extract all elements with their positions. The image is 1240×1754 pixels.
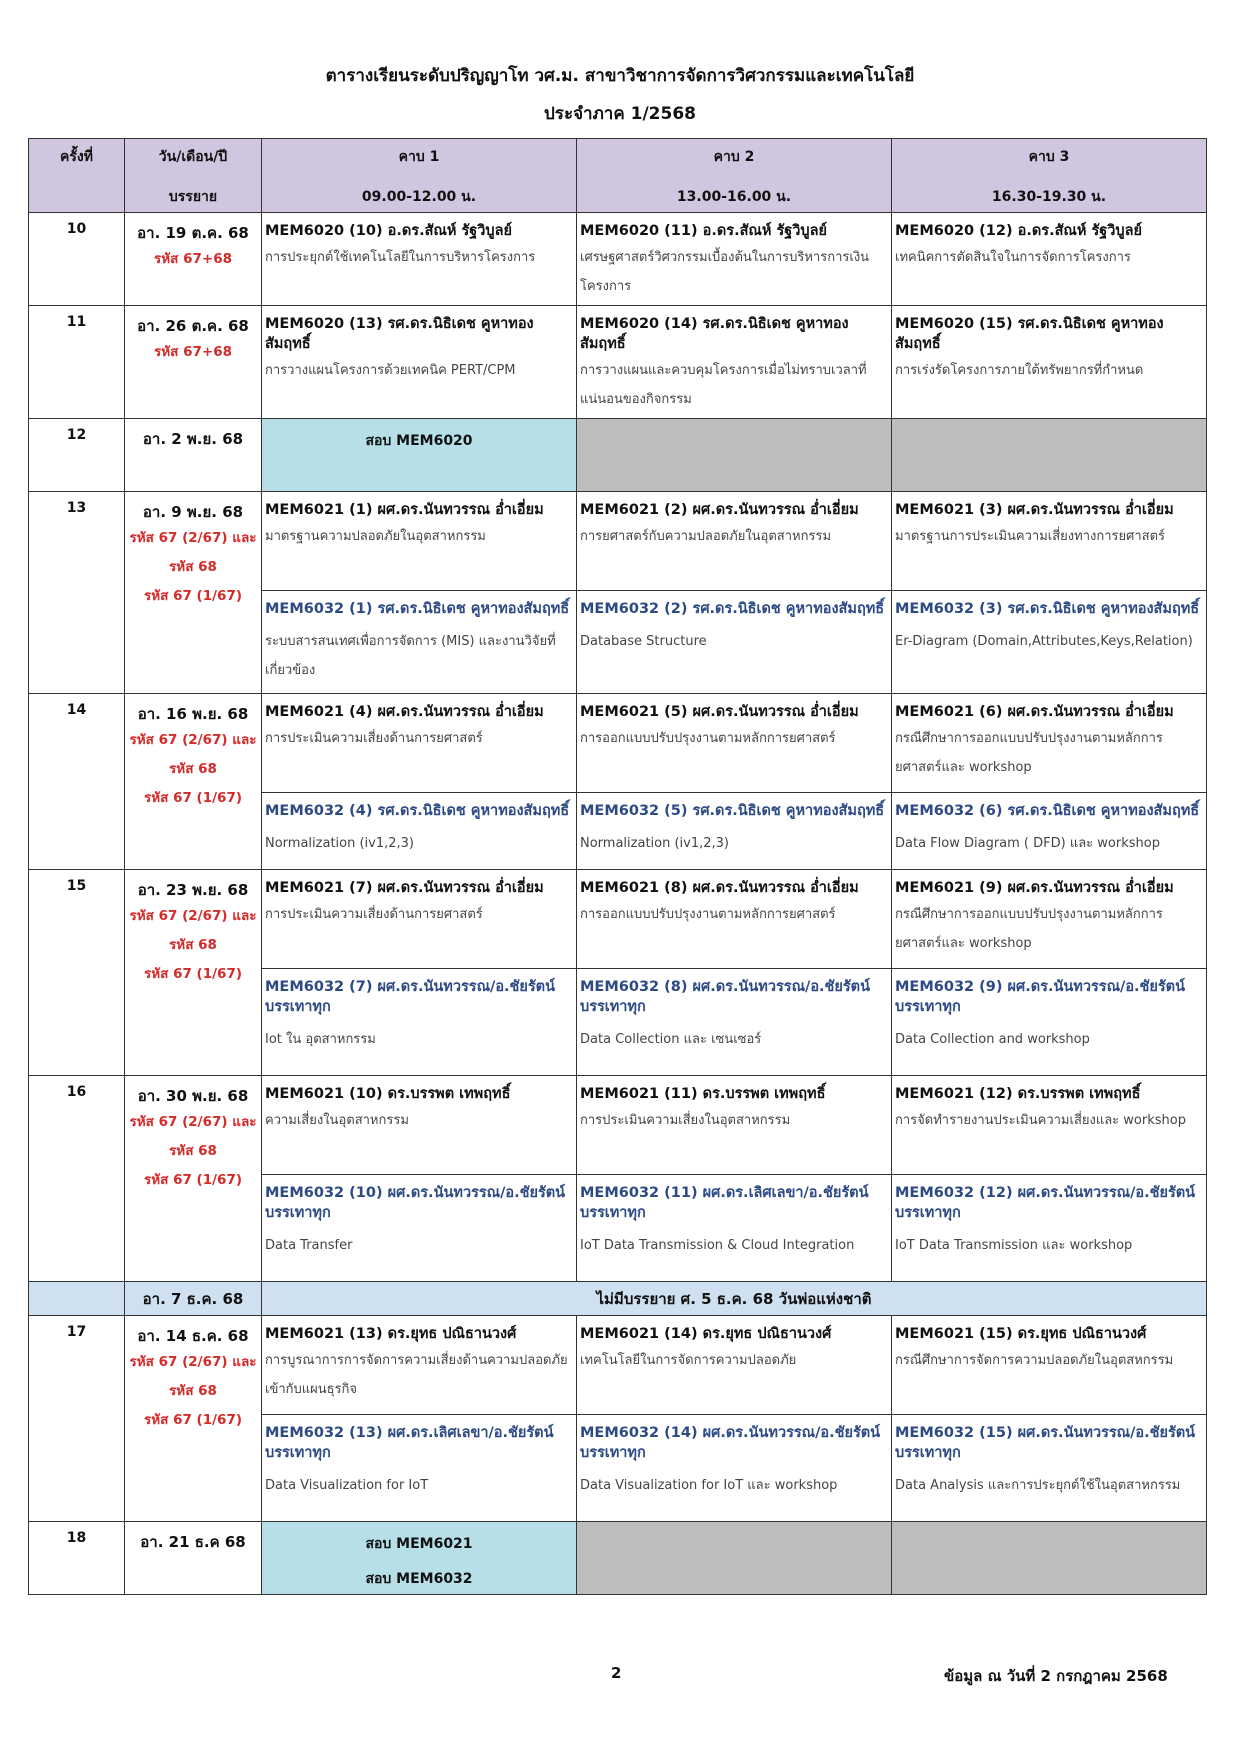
class-cell: MEM6020 (11) อ.ดร.สัณห์ รัฐวิบูลย์ เศรษฐศาสตร์วิศวกรรมเบื้องต้นในการบริหารการเงินโครงการ [577,213,892,306]
data-as-of-date: ข้อมูล ณ วันที่ 2 กรกฎาคม 2568 [944,1667,1168,1685]
table-row [29,306,1207,419]
class-cell: MEM6021 (4) ผศ.ดร.นันทวรรณ อ่ำเอี่ยม การประเมินความเสี่ยงด้านการยศาสตร์ [262,694,577,793]
class-cell: MEM6032 (11) ผศ.ดร.เลิศเลขา/อ.ชัยรัตน์ บรรเทาทุก IoT Data Transmission & Cloud Integration [577,1175,892,1282]
class-cell: MEM6032 (15) ผศ.ดร.นันทวรรณ/อ.ชัยรัตน์ บรรเทาทุก Data Analysis และการประยุกต์ใช้ในอุตสาหกรรม [892,1415,1207,1522]
class-cell: MEM6021 (1) ผศ.ดร.นันทวรรณ อ่ำเอี่ยม มาตรฐานความปลอดภัยในอุตสาหกรรม [262,492,577,591]
session-number: 18 [29,1522,125,1595]
session-number: 14 [29,694,125,870]
class-cell: MEM6032 (7) ผศ.ดร.นันทวรรณ/อ.ชัยรัตน์ บรรเทาทุก Iot ใน อุตสาหกรรม [262,969,577,1076]
session-number: 13 [29,492,125,694]
holiday-note: ไม่มีบรรยาย ศ. 5 ธ.ค. 68 วันพ่อแห่งชาติ [262,1282,1207,1316]
page-number: 2 [611,1664,622,1682]
class-cell: MEM6032 (13) ผศ.ดร.เลิศเลขา/อ.ชัยรัตน์ บรรเทาทุก Data Visualization for IoT [262,1415,577,1522]
table-row [29,1522,1207,1595]
empty-cell [577,1522,892,1595]
class-cell: MEM6021 (2) ผศ.ดร.นันทวรรณ อ่ำเอี่ยม การยศาสตร์กับความปลอดภัยในอุตสาหกรรม [577,492,892,591]
class-cell: MEM6021 (12) ดร.บรรพต เทพฤทธิ์ การจัดทำรายงานประเมินความเสี่ยงและ workshop [892,1076,1207,1175]
session-date: อา. 21 ธ.ค 68 [125,1522,262,1595]
class-cell: MEM6020 (12) อ.ดร.สัณห์ รัฐวิบูลย์ เทคนิคการตัดสินใจในการจัดการโครงการ [892,213,1207,306]
holiday-empty-cell [29,1282,125,1316]
class-cell: MEM6021 (5) ผศ.ดร.นันทวรรณ อ่ำเอี่ยม การออกแบบปรับปรุงงานตามหลักการยศาสตร์ [577,694,892,793]
session-number: 12 [29,419,125,492]
session-date: อา. 23 พ.ย. 68 รหัส 67 (2/67) และ รหัส 68 รหัส 67 (1/67) [125,870,262,1076]
table-row [29,492,1207,591]
table-row [29,1316,1207,1415]
session-date: อา. 19 ต.ค. 68 รหัส 67+68 [125,213,262,306]
holiday-row [29,1282,1207,1316]
class-cell: MEM6021 (13) ดร.ยุทธ ปณิธานวงศ์ การบูรณาการการจัดการความเสี่ยงด้านความปลอดภัยเข้ากับแผนธุรกิจ [262,1316,577,1415]
empty-cell [892,419,1207,492]
class-cell: MEM6032 (14) ผศ.ดร.นันทวรรณ/อ.ชัยรัตน์ บรรเทาทุก Data Visualization for IoT และ workshop [577,1415,892,1522]
session-date: อา. 2 พ.ย. 68 [125,419,262,492]
session-date: อา. 30 พ.ย. 68 รหัส 67 (2/67) และ รหัส 68 รหัส 67 (1/67) [125,1076,262,1282]
session-number: 11 [29,306,125,419]
exam-cell: สอบ MEM6021 สอบ MEM6032 [262,1522,577,1595]
class-cell: MEM6020 (10) อ.ดร.สัณห์ รัฐวิบูลย์ การประยุกต์ใช้เทคโนโลยีในการบริหารโครงการ [262,213,577,306]
class-cell: MEM6032 (9) ผศ.ดร.นันทวรรณ/อ.ชัยรัตน์ บรรเทาทุก Data Collection and workshop [892,969,1207,1076]
holiday-date: อา. 7 ธ.ค. 68 [125,1282,262,1316]
session-date: อา. 9 พ.ย. 68 รหัส 67 (2/67) และ รหัส 68 รหัส 67 (1/67) [125,492,262,694]
session-date: อา. 16 พ.ย. 68 รหัส 67 (2/67) และ รหัส 68 รหัส 67 (1/67) [125,694,262,870]
session-number: 16 [29,1076,125,1282]
session-date: อา. 26 ต.ค. 68 รหัส 67+68 [125,306,262,419]
session-date: อา. 14 ธ.ค. 68 รหัส 67 (2/67) และ รหัส 68 รหัส 67 (1/67) [125,1316,262,1522]
class-cell: MEM6032 (12) ผศ.ดร.นันทวรรณ/อ.ชัยรัตน์ บรรเทาทุก IoT Data Transmission และ workshop [892,1175,1207,1282]
empty-cell [577,419,892,492]
schedule-table [28,138,1207,1595]
class-cell: MEM6032 (6) รศ.ดร.นิธิเดช คูหาทองสัมฤทธิ์ Data Flow Diagram ( DFD) และ workshop [892,793,1207,870]
class-cell: MEM6032 (2) รศ.ดร.นิธิเดช คูหาทองสัมฤทธิ์ Database Structure [577,591,892,694]
class-cell: MEM6032 (1) รศ.ดร.นิธิเดช คูหาทองสัมฤทธิ์ ระบบสารสนเทศเพื่อการจัดการ (MIS) และงานวิจัยที่เกี่ยวข้อง [262,591,577,694]
session-number: 15 [29,870,125,1076]
header-period-2: คาบ 2 13.00-16.00 น. [577,139,892,213]
empty-cell [892,1522,1207,1595]
class-cell: MEM6032 (10) ผศ.ดร.นันทวรรณ/อ.ชัยรัตน์ บรรเทาทุก Data Transfer [262,1175,577,1282]
class-cell: MEM6021 (10) ดร.บรรพต เทพฤทธิ์ ความเสี่ยงในอุตสาหกรรม [262,1076,577,1175]
class-cell: MEM6021 (15) ดร.ยุทธ ปณิธานวงศ์ กรณีศึกษาการจัดการความปลอดภัยในอุตสหกรรม [892,1316,1207,1415]
class-cell: MEM6020 (14) รศ.ดร.นิธิเดช คูหาทองสัมฤทธิ์ การวางแผนและควบคุมโครงการเมื่อไม่ทราบเวลาที่แน่นอนของกิจกรรม [577,306,892,419]
header-period-1: คาบ 1 09.00-12.00 น. [262,139,577,213]
header-row [29,139,1207,213]
table-row [29,1076,1207,1175]
class-cell: MEM6020 (13) รศ.ดร.นิธิเดช คูหาทองสัมฤทธิ์ การวางแผนโครงการด้วยเทคนิค PERT/CPM [262,306,577,419]
session-number: 17 [29,1316,125,1522]
table-row [29,870,1207,969]
table-row [29,419,1207,492]
class-cell: MEM6032 (5) รศ.ดร.นิธิเดช คูหาทองสัมฤทธิ์ Normalization (iv1,2,3) [577,793,892,870]
class-cell: MEM6020 (15) รศ.ดร.นิธิเดช คูหาทองสัมฤทธิ์ การเร่งรัดโครงการภายใต้ทรัพยากรที่กำหนด [892,306,1207,419]
document-title: ตารางเรียนระดับปริญญาโท วศ.ม. สาขาวิชาการจัดการวิศวกรรมและเทคโนโลยี [325,66,915,86]
semester-title: ประจำภาค 1/2568 [544,104,696,124]
session-number: 10 [29,213,125,306]
class-cell: MEM6021 (7) ผศ.ดร.นันทวรรณ อ่ำเอี่ยม การประเมินความเสี่ยงด้านการยศาสตร์ [262,870,577,969]
table-row [29,213,1207,306]
class-cell: MEM6021 (8) ผศ.ดร.นันทวรรณ อ่ำเอี่ยม การออกแบบปรับปรุงงานตามหลักการยศาสตร์ [577,870,892,969]
table-row [29,694,1207,793]
header-date: วัน/เดือน/ปี บรรยาย [125,139,262,213]
header-session: ครั้งที่ [29,139,125,213]
header-period-3: คาบ 3 16.30-19.30 น. [892,139,1207,213]
class-cell: MEM6032 (8) ผศ.ดร.นันทวรรณ/อ.ชัยรัตน์ บรรเทาทุก Data Collection และ เซนเซอร์ [577,969,892,1076]
class-cell: MEM6021 (14) ดร.ยุทธ ปณิธานวงศ์ เทคโนโลยีในการจัดการความปลอดภัย [577,1316,892,1415]
class-cell: MEM6032 (4) รศ.ดร.นิธิเดช คูหาทองสัมฤทธิ์ Normalization (iv1,2,3) [262,793,577,870]
class-cell: MEM6021 (11) ดร.บรรพต เทพฤทธิ์ การประเมินความเสี่ยงในอุตสาหกรรม [577,1076,892,1175]
exam-cell: สอบ MEM6020 [262,419,577,492]
class-cell: MEM6021 (3) ผศ.ดร.นันทวรรณ อ่ำเอี่ยม มาตรฐานการประเมินความเสี่ยงทางการยศาสตร์ [892,492,1207,591]
class-cell: MEM6021 (9) ผศ.ดร.นันทวรรณ อ่ำเอี่ยม กรณีศึกษาการออกแบบปรับปรุงงานตามหลักการยศาสตร์และ workshop [892,870,1207,969]
class-cell: MEM6032 (3) รศ.ดร.นิธิเดช คูหาทองสัมฤทธิ์ Er-Diagram (Domain,Attributes,Keys,Relation) [892,591,1207,694]
class-cell: MEM6021 (6) ผศ.ดร.นันทวรรณ อ่ำเอี่ยม กรณีศึกษาการออกแบบปรับปรุงงานตามหลักการยศาสตร์และ workshop [892,694,1207,793]
